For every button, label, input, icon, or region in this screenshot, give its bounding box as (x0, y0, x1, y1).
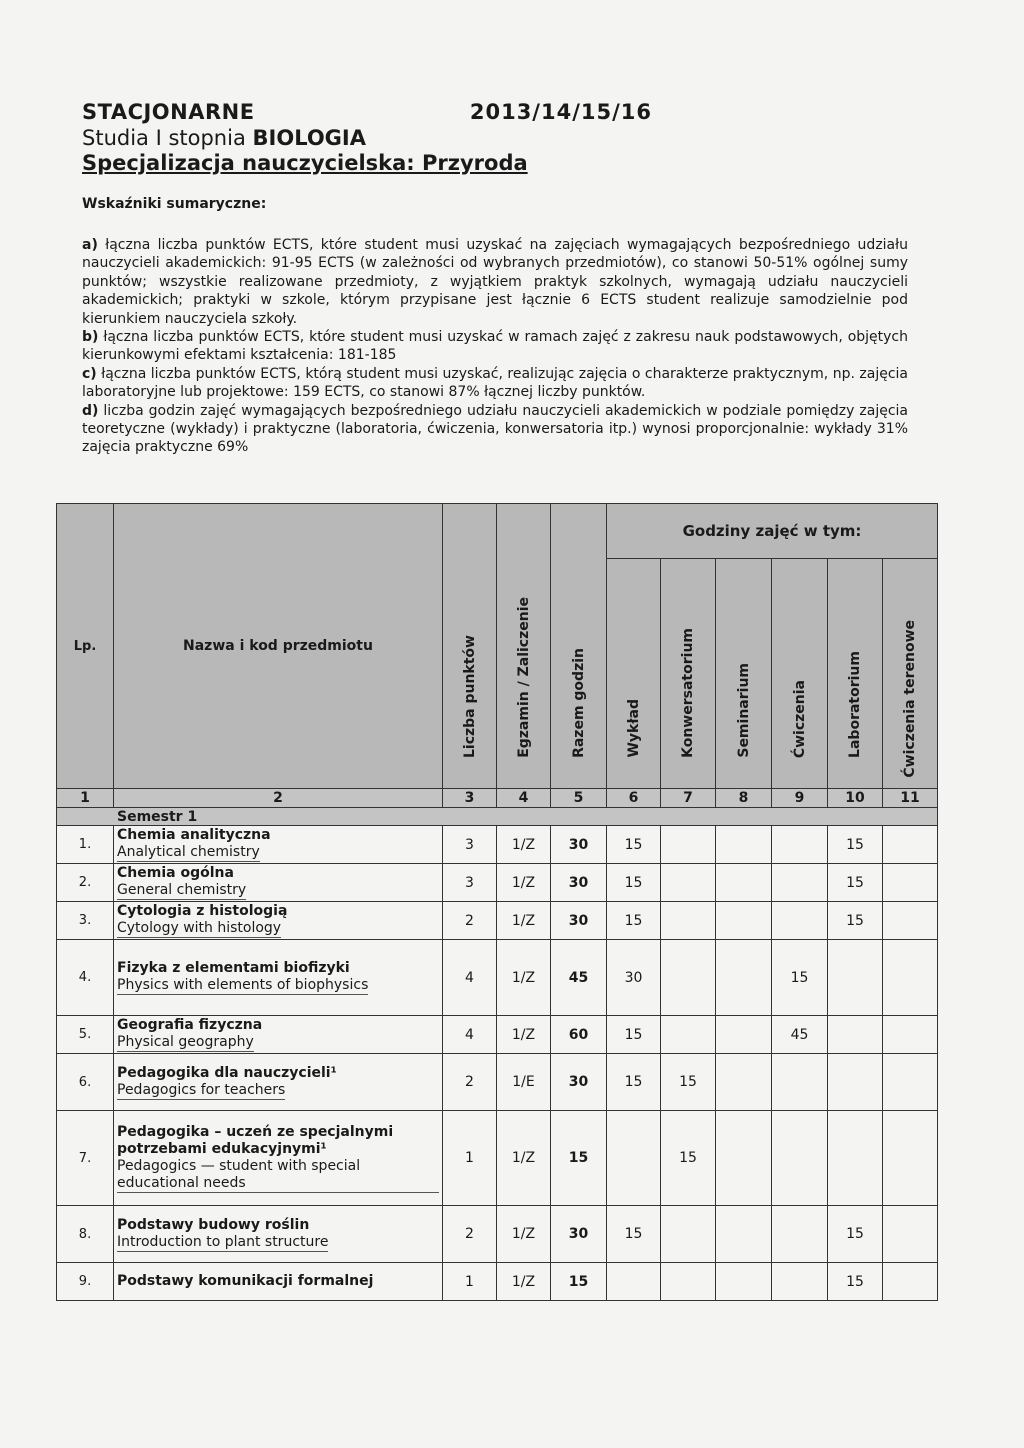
row-number: 4. (57, 940, 114, 1016)
header-exam: Egzamin / Zaliczenie (497, 504, 551, 789)
row-number: 5. (57, 1016, 114, 1054)
indicator-b: b) łączna liczba punktów ECTS, które student musi uzyskać w ramach zajęć z zakresu nauk podstawowych, objętych kierunkowymi efektami kształcenia: 181-185 (82, 329, 909, 364)
ects-points: 2 (443, 1206, 497, 1263)
study-field: BIOLOGIA (252, 126, 366, 150)
table-row (57, 826, 938, 864)
field-hours (883, 1111, 938, 1206)
study-level (82, 126, 942, 150)
header-laboratory: Laboratorium (828, 559, 883, 789)
laboratory-hours: 15 (828, 1206, 883, 1263)
laboratory-hours (828, 940, 883, 1016)
course-name-pl: Chemia ogólna (117, 865, 234, 881)
exam-type: 1/Z (497, 1016, 551, 1054)
total-hours: 30 (551, 902, 607, 940)
seminar-hours (716, 1206, 772, 1263)
exam-type: 1/Z (497, 940, 551, 1016)
field-hours (883, 1016, 938, 1054)
indicators-list (82, 236, 908, 457)
course-name-pl: Pedagogika – uczeń ze specjalnymi potrzebami edukacyjnymi¹ (117, 1123, 394, 1157)
seminar-hours (716, 826, 772, 864)
curriculum-table (56, 503, 938, 1301)
course-name-pl: Chemia analityczna (117, 827, 271, 843)
course-name-en: General chemistry (117, 882, 247, 898)
course-name-cell (114, 826, 443, 864)
seminar-hours (716, 1054, 772, 1111)
seminar-hours (716, 1111, 772, 1206)
exercise-hours: 45 (772, 1016, 828, 1054)
specialization-title: Specjalizacja nauczycielska: Przyroda (82, 151, 528, 175)
indicators-title: Wskaźniki sumaryczne: (82, 196, 267, 212)
course-name-cell (114, 1016, 443, 1054)
course-name-cell (114, 864, 443, 902)
course-name-pl: Pedagogika dla nauczycieli¹ (117, 1064, 337, 1081)
header-lecture: Wykład (607, 559, 661, 789)
total-hours: 60 (551, 1016, 607, 1054)
study-mode: STACJONARNE (82, 100, 255, 124)
exercise-hours (772, 1206, 828, 1263)
laboratory-hours (828, 1016, 883, 1054)
conversatory-hours (661, 902, 716, 940)
lecture-hours: 15 (607, 1206, 661, 1263)
ects-points: 2 (443, 1054, 497, 1111)
conversatory-hours (661, 1206, 716, 1263)
exam-type: 1/Z (497, 864, 551, 902)
lecture-hours: 15 (607, 1016, 661, 1054)
row-number: 2. (57, 864, 114, 902)
table-row (57, 1016, 938, 1054)
indicator-c: c) łączna liczba punktów ECTS, którą student musi uzyskać, realizując zajęcia o charakterze praktycznym, np. zajęcia laboratoryjne lub projektowe: 159 ECTS, co stanowi 87% łącznej liczby punktów. (82, 365, 909, 401)
exercise-hours (772, 1054, 828, 1111)
course-rows (57, 826, 938, 1301)
table-row (57, 940, 938, 1016)
col-number: 3 (443, 789, 497, 808)
laboratory-hours: 15 (828, 826, 883, 864)
course-name-en: Pedagogics for teachers (117, 1081, 286, 1098)
col-number: 9 (772, 789, 828, 808)
exam-type: 1/E (497, 1054, 551, 1111)
ects-points: 1 (443, 1111, 497, 1206)
total-hours: 15 (551, 1263, 607, 1301)
lecture-hours: 15 (607, 864, 661, 902)
col-number: 1 (57, 789, 114, 808)
indicator-d: d) liczba godzin zajęć wymagających bezpośredniego udziału nauczycieli akademickich w podziale pomiędzy zajęcia teoretyczne (wykłady) i praktyczne (laboratoria, ćwiczenia, konwersatoria itp.) wynosi proporcjonalnie: wykłady 31% zajęcia praktyczne 69% (82, 402, 909, 456)
exam-type: 1/Z (497, 1263, 551, 1301)
table-row (57, 1206, 938, 1263)
seminar-hours (716, 1263, 772, 1301)
table-row (57, 864, 938, 902)
total-hours: 30 (551, 826, 607, 864)
total-hours: 30 (551, 1206, 607, 1263)
ects-points: 2 (443, 902, 497, 940)
course-name-en: Analytical chemistry (117, 844, 260, 860)
conversatory-hours: 15 (661, 1054, 716, 1111)
row-number: 9. (57, 1263, 114, 1301)
exercise-hours (772, 864, 828, 902)
table-row (57, 902, 938, 940)
conversatory-hours (661, 1263, 716, 1301)
row-number: 1. (57, 826, 114, 864)
row-number: 8. (57, 1206, 114, 1263)
ects-points: 3 (443, 826, 497, 864)
total-hours: 30 (551, 1054, 607, 1111)
lecture-hours: 15 (607, 826, 661, 864)
col-number: 2 (114, 789, 443, 808)
seminar-hours (716, 902, 772, 940)
field-hours (883, 902, 938, 940)
field-hours (883, 1054, 938, 1111)
header-field-exercises: Ćwiczenia terenowe (883, 559, 938, 789)
laboratory-hours: 15 (828, 1263, 883, 1301)
laboratory-hours (828, 1054, 883, 1111)
lecture-hours: 30 (607, 940, 661, 1016)
row-number: 7. (57, 1111, 114, 1206)
total-hours: 30 (551, 864, 607, 902)
course-name-cell (114, 1054, 443, 1111)
exam-type: 1/Z (497, 902, 551, 940)
lecture-hours (607, 1111, 661, 1206)
lecture-hours: 15 (607, 1054, 661, 1111)
course-name-cell (114, 1206, 443, 1263)
field-hours (883, 940, 938, 1016)
lecture-hours: 15 (607, 902, 661, 940)
exam-type: 1/Z (497, 1206, 551, 1263)
header-seminar: Seminarium (716, 559, 772, 789)
course-name-cell (114, 1263, 443, 1301)
col-number: 11 (883, 789, 938, 808)
course-name-en: Physical geography (117, 1034, 254, 1050)
col-number: 8 (716, 789, 772, 808)
header-name: Nazwa i kod przedmiotu (114, 504, 443, 789)
row-number: 3. (57, 902, 114, 940)
col-number: 5 (551, 789, 607, 808)
total-hours: 15 (551, 1111, 607, 1206)
semester-label: Semestr 1 (57, 808, 938, 826)
course-name-en: Pedagogics — student with special educational needs (117, 1158, 439, 1193)
course-name-en: Physics with elements of biophysics (117, 977, 369, 993)
exercise-hours (772, 1111, 828, 1206)
ects-points: 4 (443, 940, 497, 1016)
laboratory-hours: 15 (828, 864, 883, 902)
row-number: 6. (57, 1054, 114, 1111)
ects-points: 3 (443, 864, 497, 902)
header-exercises: Ćwiczenia (772, 559, 828, 789)
conversatory-hours (661, 864, 716, 902)
conversatory-hours (661, 1016, 716, 1054)
seminar-hours (716, 1016, 772, 1054)
exam-type: 1/Z (497, 826, 551, 864)
table-row (57, 1054, 938, 1111)
field-hours (883, 864, 938, 902)
course-name-en: Introduction to plant structure (117, 1233, 329, 1250)
conversatory-hours: 15 (661, 1111, 716, 1206)
total-hours: 45 (551, 940, 607, 1016)
lecture-hours (607, 1263, 661, 1301)
ects-points: 1 (443, 1263, 497, 1301)
ects-points: 4 (443, 1016, 497, 1054)
seminar-hours (716, 864, 772, 902)
course-name-pl: Podstawy budowy roślin (117, 1216, 310, 1233)
table-row (57, 1111, 938, 1206)
laboratory-hours: 15 (828, 902, 883, 940)
col-number: 7 (661, 789, 716, 808)
header-lp: Lp. (57, 504, 114, 789)
seminar-hours (716, 940, 772, 1016)
exercise-hours (772, 902, 828, 940)
exercise-hours (772, 826, 828, 864)
exercise-hours: 15 (772, 940, 828, 1016)
col-number: 6 (607, 789, 661, 808)
header-total: Razem godzin (551, 504, 607, 789)
exam-type: 1/Z (497, 1111, 551, 1206)
field-hours (883, 1206, 938, 1263)
col-number: 10 (828, 789, 883, 808)
course-name-cell (114, 940, 443, 1016)
study-prefix: Studia I stopnia (82, 126, 246, 150)
table-row (57, 1263, 938, 1301)
course-name-pl: Geografia fizyczna (117, 1017, 263, 1033)
header-points: Liczba punktów (443, 504, 497, 789)
course-name-pl: Cytologia z histologią (117, 903, 288, 919)
header-hours-group: Godziny zajęć w tym: (607, 504, 938, 559)
laboratory-hours (828, 1111, 883, 1206)
field-hours (883, 1263, 938, 1301)
semester-row (57, 808, 938, 826)
exercise-hours (772, 1263, 828, 1301)
course-name-pl: Podstawy komunikacji formalnej (117, 1273, 374, 1289)
column-numbers-row (57, 789, 938, 808)
indicator-a: a) łączna liczba punktów ECTS, które student musi uzyskać na zajęciach wymagających bezpośredniego udziału nauczycieli akademickich: 91-95 ECTS (w zależności od wybranych przedmiotów), co stanowi 50-51% ogólnej sumy punktów; wszystkie realizowane przedmioty, z wyjątkiem praktyk szkolnych, wymagają udziału nauczycieli akademickich; praktyki w szkole, którym przypisane jest łącznie 6 ECTS student realizuje samodzielnie pod kierunkiem nauczyciela szkoły. (82, 237, 908, 327)
course-name-cell (114, 902, 443, 940)
document-header (82, 100, 942, 175)
course-name-pl: Fizyka z elementami biofizyki (117, 960, 350, 976)
academic-years: 2013/14/15/16 (469, 100, 652, 124)
conversatory-hours (661, 826, 716, 864)
conversatory-hours (661, 940, 716, 1016)
col-number: 4 (497, 789, 551, 808)
field-hours (883, 826, 938, 864)
course-name-cell (114, 1111, 443, 1206)
course-name-en: Cytology with histology (117, 920, 282, 936)
header-conversatory: Konwersatorium (661, 559, 716, 789)
